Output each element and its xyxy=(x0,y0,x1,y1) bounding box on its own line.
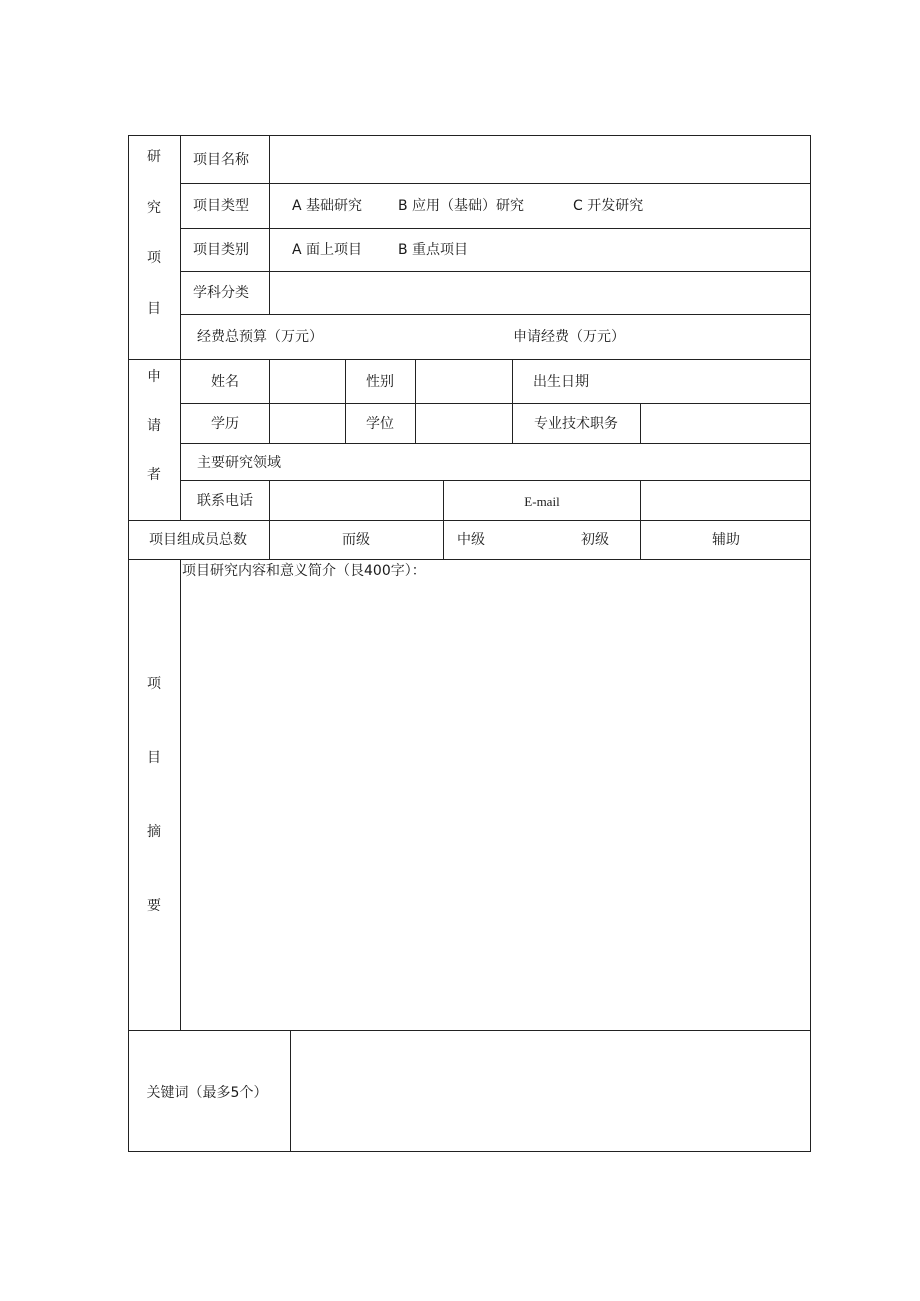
degree-field[interactable] xyxy=(417,405,511,442)
phone-label: 联系电话 xyxy=(197,493,253,509)
degree-label: 学位 xyxy=(366,416,394,432)
name-label: 姓名 xyxy=(211,374,239,390)
field-divider xyxy=(269,359,270,444)
abstract-textarea[interactable] xyxy=(182,582,809,1028)
border-top xyxy=(128,135,811,136)
research-field-label: 主要研究领域 xyxy=(197,455,281,471)
field-divider xyxy=(269,135,270,315)
row-divider xyxy=(180,271,811,272)
field-divider xyxy=(269,480,270,560)
project-category-option-general[interactable]: A 面上项目 xyxy=(292,242,363,258)
field-divider xyxy=(345,359,346,444)
section-divider xyxy=(128,359,811,360)
discipline-label: 学科分类 xyxy=(193,285,249,301)
gender-field[interactable] xyxy=(417,361,511,402)
border-right xyxy=(810,135,811,1152)
professional-title-label: 专业技术职务 xyxy=(534,416,618,432)
keywords-field[interactable] xyxy=(292,1032,809,1150)
project-category-option-key[interactable]: B 重点项目 xyxy=(398,242,469,258)
project-type-option-basic[interactable]: A 基础研究 xyxy=(292,198,363,214)
email-label: E-mail xyxy=(524,494,560,509)
research-project-section-label-char: 研 xyxy=(147,149,161,165)
field-divider xyxy=(443,480,444,560)
abstract-section-label-char: 目 xyxy=(147,750,161,766)
project-type-label: 项目类型 xyxy=(193,198,249,214)
row-divider xyxy=(180,228,811,229)
border-bottom xyxy=(128,1151,811,1152)
section-divider xyxy=(128,520,811,521)
field-divider xyxy=(640,403,641,444)
name-field[interactable] xyxy=(271,361,344,402)
project-category-label: 项目类别 xyxy=(193,242,249,258)
field-divider xyxy=(640,480,641,560)
team-junior-label: 初级 xyxy=(581,532,609,548)
team-intermediate-label: 中级 xyxy=(457,532,485,548)
total-budget-label: 经费总预算（万元） xyxy=(197,329,323,345)
birth-date-label: 出生日期 xyxy=(533,374,589,390)
team-assistant-label: 辅助 xyxy=(712,532,740,548)
email-field[interactable] xyxy=(642,482,809,519)
research-project-section-label-char: 目 xyxy=(147,301,161,317)
team-total-label: 项目组成员总数 xyxy=(149,532,247,548)
label-column-divider xyxy=(180,135,181,521)
research-project-section-label-char: 究 xyxy=(147,200,161,216)
abstract-section-label-char: 摘 xyxy=(147,824,161,840)
professional-title-field[interactable] xyxy=(642,405,809,442)
applicant-section-label-char: 请 xyxy=(147,418,161,434)
abstract-prompt: 项目研究内容和意义简介（艮400字）： xyxy=(182,563,426,579)
row-divider xyxy=(180,314,811,315)
keywords-label: 关键词（最多5个） xyxy=(146,1085,268,1101)
project-type-option-applied[interactable]: B 应用（基础）研究 xyxy=(398,198,525,214)
row-divider xyxy=(180,443,811,444)
project-name-label: 项目名称 xyxy=(193,152,249,168)
field-divider xyxy=(512,359,513,444)
phone-field[interactable] xyxy=(271,482,442,519)
project-name-field[interactable] xyxy=(271,137,809,182)
section-divider xyxy=(128,559,811,560)
education-field[interactable] xyxy=(271,405,344,442)
education-label: 学历 xyxy=(211,416,239,432)
row-divider xyxy=(180,183,811,184)
gender-label: 性别 xyxy=(366,374,394,390)
applicant-section-label-char: 申 xyxy=(147,369,161,385)
research-project-section-label-char: 项 xyxy=(147,250,161,266)
requested-funds-label: 申请经费（万元） xyxy=(513,329,625,345)
field-divider xyxy=(415,359,416,444)
applicant-section-label-char: 者 xyxy=(147,467,161,483)
label-column-divider xyxy=(180,559,181,1031)
field-divider xyxy=(290,1030,291,1152)
team-senior-label: 而级 xyxy=(342,532,370,548)
project-type-option-development[interactable]: C 开发研究 xyxy=(573,198,644,214)
section-divider xyxy=(128,1030,811,1031)
abstract-section-label-char: 项 xyxy=(147,676,161,692)
row-divider xyxy=(180,480,811,481)
abstract-section-label-char: 要 xyxy=(147,898,161,914)
row-divider xyxy=(180,403,811,404)
discipline-field[interactable] xyxy=(271,273,809,313)
border-left xyxy=(128,135,129,1152)
